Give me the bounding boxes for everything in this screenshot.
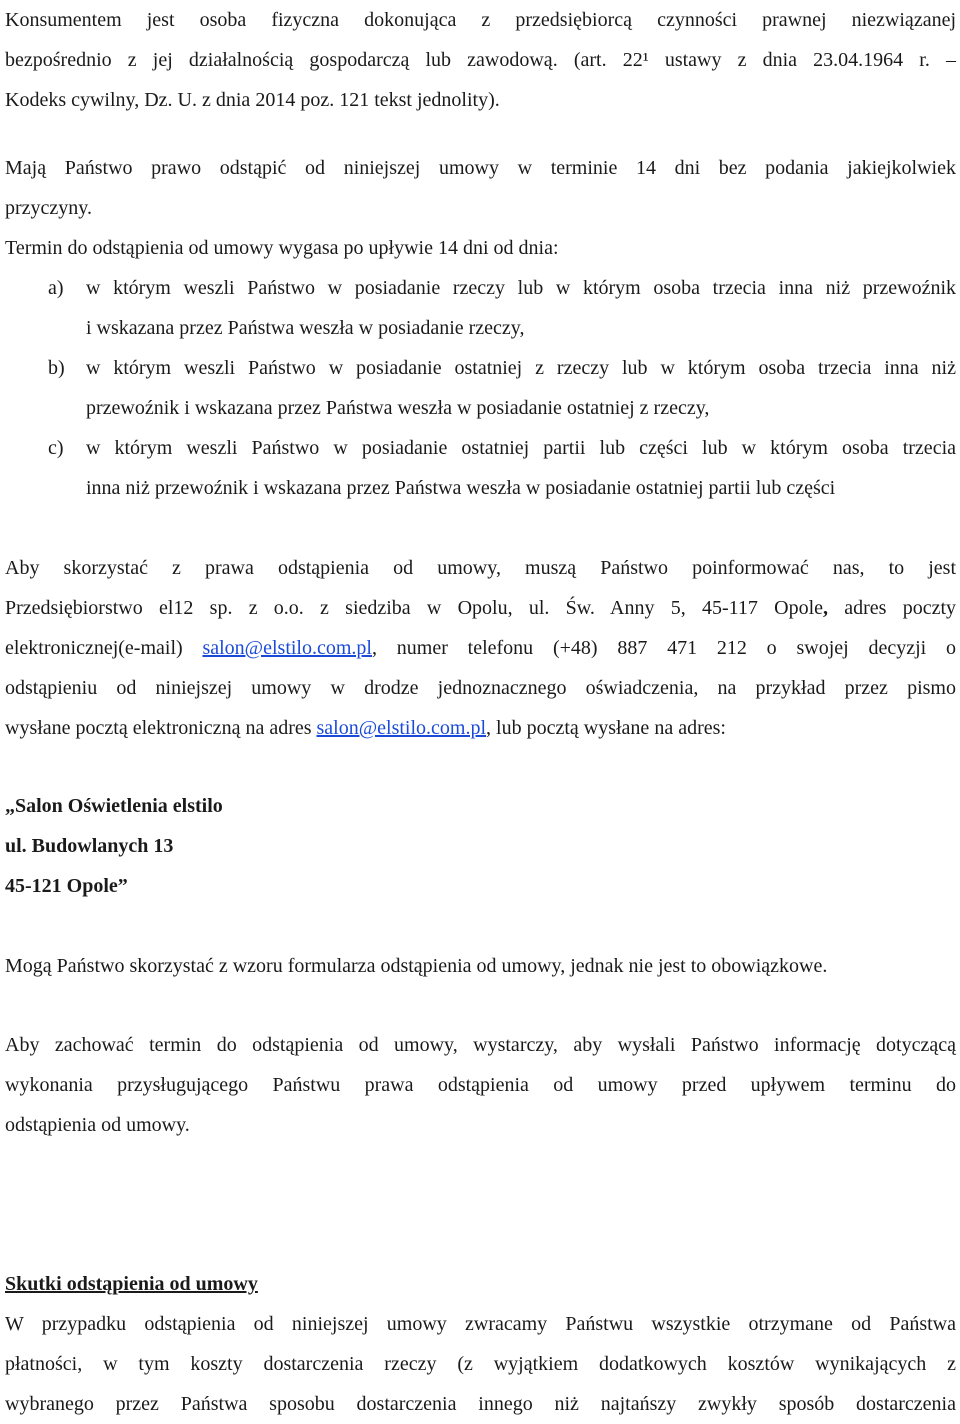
text-line: w którym weszli Państwo w posiadanie rzeczy lub w którym osoba trzecia inna niż przewoźnik: [86, 277, 956, 299]
withdrawal-right-paragraph: [5, 148, 956, 228]
list-item-c: [5, 428, 956, 508]
text-line: Mogą Państwo skorzystać z wzoru formularza odstąpienia od umowy, jednak nie jest to obowiązkowe.: [5, 955, 828, 977]
text-line: [5, 588, 956, 628]
text-line: [5, 708, 956, 748]
text-fragment: , numer telefonu (+48) 887 471 212 o swojej decyzji o: [371, 637, 956, 659]
deadline-paragraph: [5, 1025, 956, 1145]
text-line: i wskazana przez Państwa weszła w posiadanie rzeczy,: [86, 317, 525, 339]
withdrawal-notice-paragraph: [5, 548, 956, 748]
form-template-paragraph: [5, 946, 960, 986]
address-line: 45-121 Opole”: [5, 875, 128, 897]
text-line: W przypadku odstąpienia od niniejszej umowy zwracamy Państwu wszystkie otrzymane od Państwa: [5, 1313, 956, 1335]
text-line: przyczyny.: [5, 197, 92, 219]
text-line: Aby skorzystać z prawa odstąpienia od umowy, muszą Państwo poinformować nas, to jest: [5, 557, 956, 579]
text-line: odstąpieniu od niniejszej umowy w drodze jednoznacznego oświadczenia, na przykład przez pismo: [5, 677, 956, 699]
text-line: bezpośrednio z jej działalnością gospodarczą lub zawodową. (art. 22¹ ustawy z dnia 23.04.1964 r. –: [5, 49, 956, 71]
address-line: „Salon Oświetlenia elstilo: [5, 795, 223, 817]
text-fragment: , lub pocztą wysłane na adres:: [486, 717, 726, 739]
text-line: wybranego przez Państwa sposobu dostarczenia innego niż najtańszy zwykły sposób dostarczenia: [5, 1393, 956, 1415]
list-marker: a): [48, 277, 64, 299]
text-line: [5, 628, 956, 668]
text-line: Termin do odstąpienia od umowy wygasa po upływie 14 dni od dnia:: [5, 237, 559, 259]
text-fragment: wysłane pocztą elektroniczną na adres: [5, 717, 317, 739]
consumer-definition-paragraph: [5, 0, 956, 120]
text-line: w którym weszli Państwo w posiadanie ostatniej z rzeczy lub w którym osoba trzecia inna niż: [86, 357, 956, 379]
bold-comma: ,: [823, 597, 829, 619]
text-line: inna niż przewoźnik i wskazana przez Państwa weszła w posiadanie ostatniej partii lub części: [86, 477, 836, 499]
withdrawal-period-paragraph: [5, 228, 956, 508]
text-line: w którym weszli Państwo w posiadanie ostatniej partii lub części lub w którym osoba trzecia: [86, 437, 956, 459]
text-line: Konsumentem jest osoba fizyczna dokonująca z przedsiębiorcą czynności prawnej niezwiązanej: [5, 9, 956, 31]
list-marker: b): [48, 357, 65, 379]
text-line: wykonania przysługującego Państwu prawa odstąpienia od umowy przed upływem terminu do: [5, 1074, 956, 1096]
text-line: Aby zachować termin do odstąpienia od umowy, wystarczy, aby wysłali Państwo informację dotyczącą: [5, 1034, 956, 1056]
list-marker: c): [48, 437, 64, 459]
withdrawal-effects-section: [5, 1264, 956, 1424]
list-item-b: [5, 348, 956, 428]
postal-address: [5, 786, 956, 906]
section-heading: Skutki odstąpienia od umowy: [5, 1273, 258, 1295]
text-line: płatności, w tym koszty dostarczenia rzeczy (z wyjątkiem dodatkowych kosztów wynikających z: [5, 1353, 956, 1375]
address-line: ul. Budowlanych 13: [5, 835, 174, 857]
text-line: Kodeks cywilny, Dz. U. z dnia 2014 poz. 121 tekst jednolity).: [5, 89, 500, 111]
list-item-a: [5, 268, 956, 348]
company-address-text: Przedsiębiorstwo el12 sp. z o.o. z siedziba w Opolu, ul. Św. Anny 5, 45-117 Opole: [5, 597, 824, 619]
text-line: Mają Państwo prawo odstąpić od niniejszej umowy w terminie 14 dni bez podania jakiejkolwiek: [5, 157, 956, 179]
text-line: odstąpienia od umowy.: [5, 1114, 190, 1136]
email-link[interactable]: salon@elstilo.com.pl: [316, 717, 487, 739]
text-fragment: adres poczty: [828, 597, 957, 619]
text-fragment: elektronicznej(e-mail): [5, 637, 203, 659]
text-line: przewoźnik i wskazana przez Państwa weszła w posiadanie ostatniej z rzeczy,: [86, 397, 710, 419]
email-link[interactable]: salon@elstilo.com.pl: [202, 637, 372, 659]
